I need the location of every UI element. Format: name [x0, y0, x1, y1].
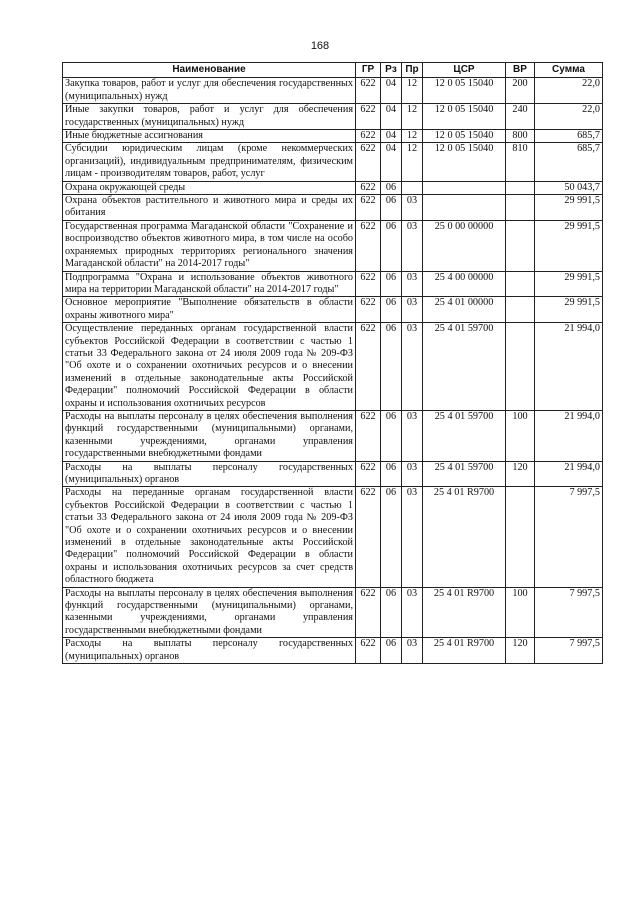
row-name: Субсидии юридическим лицам (кроме некоммерческих организаций), индивидуальным предпринимателям, физическим лицам - производителям товаров, работ, услуг	[63, 143, 356, 181]
row-sum: 29 991,5	[535, 195, 603, 221]
row-rz: 04	[381, 104, 402, 130]
row-name: Основное мероприятие "Выполнение обязательств в области охраны животного мира"	[63, 297, 356, 323]
row-rz: 04	[381, 130, 402, 143]
table-row	[63, 130, 603, 143]
table-row	[63, 297, 603, 323]
row-gr: 622	[356, 587, 381, 638]
row-csr: 12 0 05 15040	[423, 104, 506, 130]
row-vr	[506, 323, 535, 411]
row-pr: 03	[402, 410, 423, 461]
row-vr: 810	[506, 143, 535, 181]
row-rz: 04	[381, 143, 402, 181]
row-sum: 29 991,5	[535, 220, 603, 271]
header-vr: ВР	[506, 63, 535, 78]
row-csr	[423, 181, 506, 194]
row-name: Расходы на выплаты персоналу в целях обеспечения выполнения функций государственными (муниципальными) органами, казенными учреждениями, органами управления государственными внебюджетными фондами	[63, 587, 356, 638]
row-gr: 622	[356, 297, 381, 323]
row-csr: 25 4 01 R9700	[423, 638, 506, 664]
row-rz: 06	[381, 297, 402, 323]
row-gr: 622	[356, 130, 381, 143]
row-csr: 12 0 05 15040	[423, 130, 506, 143]
row-gr: 622	[356, 461, 381, 487]
row-rz: 04	[381, 78, 402, 104]
row-name: Расходы на выплаты персоналу государственных (муниципальных) органов	[63, 461, 356, 487]
row-sum: 7 997,5	[535, 487, 603, 587]
table-row	[63, 323, 603, 411]
budget-table	[62, 62, 603, 664]
header-pr: Пр	[402, 63, 423, 78]
row-vr	[506, 220, 535, 271]
row-pr: 03	[402, 587, 423, 638]
row-name: Закупка товаров, работ и услуг для обеспечения государственных (муниципальных) нужд	[63, 78, 356, 104]
row-name: Охрана объектов растительного и животного мира и среды их обитания	[63, 195, 356, 221]
row-gr: 622	[356, 638, 381, 664]
row-csr: 25 4 00 00000	[423, 271, 506, 297]
table-row	[63, 487, 603, 587]
row-vr	[506, 195, 535, 221]
row-vr	[506, 487, 535, 587]
row-sum: 7 997,5	[535, 638, 603, 664]
table-header-row	[63, 63, 603, 78]
row-sum: 22,0	[535, 78, 603, 104]
header-rz: Рз	[381, 63, 402, 78]
row-sum: 685,7	[535, 130, 603, 143]
row-name: Расходы на переданные органам государственной власти субъектов Российской Федерации в соответствии с частью 1 статьи 33 Федерального закона от 24 июля 2009 года № 209-ФЗ "Об охоте и о сохранении охотничьих ресурсов и о внесении изменений в отдельные законодательные акты Российской Федерации" полномочий Российской Федерации в области охраны и использования охотничьих ресурсов за счет средств областного бюджета	[63, 487, 356, 587]
header-name: Наименование	[63, 63, 356, 78]
row-sum: 29 991,5	[535, 297, 603, 323]
row-csr: 25 4 01 R9700	[423, 487, 506, 587]
header-sum: Сумма	[535, 63, 603, 78]
table-row	[63, 271, 603, 297]
row-sum: 21 994,0	[535, 461, 603, 487]
row-vr: 240	[506, 104, 535, 130]
row-csr: 25 4 01 59700	[423, 461, 506, 487]
table-row	[63, 638, 603, 664]
row-csr	[423, 195, 506, 221]
row-pr: 03	[402, 195, 423, 221]
row-gr: 622	[356, 271, 381, 297]
row-pr: 12	[402, 78, 423, 104]
page-number: 168	[310, 40, 330, 52]
row-pr: 03	[402, 297, 423, 323]
row-vr: 120	[506, 461, 535, 487]
row-vr	[506, 181, 535, 194]
table-row	[63, 181, 603, 194]
row-name: Расходы на выплаты персоналу государственных (муниципальных) органов	[63, 638, 356, 664]
row-pr: 12	[402, 104, 423, 130]
row-vr	[506, 297, 535, 323]
row-csr: 12 0 05 15040	[423, 78, 506, 104]
row-vr: 800	[506, 130, 535, 143]
row-pr: 12	[402, 130, 423, 143]
row-pr: 03	[402, 638, 423, 664]
header-gr: ГР	[356, 63, 381, 78]
row-pr	[402, 181, 423, 194]
row-pr: 03	[402, 487, 423, 587]
row-gr: 622	[356, 143, 381, 181]
table-row	[63, 78, 603, 104]
row-gr: 622	[356, 195, 381, 221]
row-gr: 622	[356, 104, 381, 130]
row-sum: 22,0	[535, 104, 603, 130]
row-name: Осуществление переданных органам государственной власти субъектов Российской Федерации в соответствии с частью 1 статьи 33 Федерального закона от 24 июля 2009 года № 209-ФЗ "Об охоте и о сохранении охотничьих ресурсов и о внесении изменений в отдельные законодательные акты Российской Федерации" полномочий Российской Федерации в области охраны и использования охотничьих ресурсов	[63, 323, 356, 411]
row-gr: 622	[356, 220, 381, 271]
row-csr: 25 4 01 R9700	[423, 587, 506, 638]
row-name: Охрана окружающей среды	[63, 181, 356, 194]
row-csr: 25 0 00 00000	[423, 220, 506, 271]
row-sum: 21 994,0	[535, 323, 603, 411]
row-gr: 622	[356, 487, 381, 587]
table-row	[63, 220, 603, 271]
row-gr: 622	[356, 78, 381, 104]
row-rz: 06	[381, 195, 402, 221]
row-csr: 25 4 01 00000	[423, 297, 506, 323]
row-gr: 622	[356, 181, 381, 194]
row-vr: 100	[506, 587, 535, 638]
table-row	[63, 104, 603, 130]
row-sum: 21 994,0	[535, 410, 603, 461]
row-name: Государственная программа Магаданской области "Сохранение и воспроизводство объектов животного мира, в том числе на особо охраняемых природных территориях регионального значения Магаданской области" на 2014-2017 годы"	[63, 220, 356, 271]
row-name: Подпрограмма "Охрана и использование объектов животного мира на территории Магаданской области" на 2014-2017 годы"	[63, 271, 356, 297]
row-rz: 06	[381, 181, 402, 194]
row-vr: 200	[506, 78, 535, 104]
row-pr: 03	[402, 271, 423, 297]
table-row	[63, 410, 603, 461]
row-rz: 06	[381, 487, 402, 587]
row-rz: 06	[381, 638, 402, 664]
row-pr: 12	[402, 143, 423, 181]
row-vr	[506, 271, 535, 297]
table-row	[63, 461, 603, 487]
row-sum: 29 991,5	[535, 271, 603, 297]
row-vr: 100	[506, 410, 535, 461]
row-name: Расходы на выплаты персоналу в целях обеспечения выполнения функций государственными (муниципальными) органами, казенными учреждениями, органами управления государственными внебюджетными фондами	[63, 410, 356, 461]
row-rz: 06	[381, 410, 402, 461]
row-csr: 12 0 05 15040	[423, 143, 506, 181]
row-gr: 622	[356, 323, 381, 411]
table-row	[63, 587, 603, 638]
table-row	[63, 195, 603, 221]
row-pr: 03	[402, 220, 423, 271]
row-sum: 50 043,7	[535, 181, 603, 194]
row-pr: 03	[402, 461, 423, 487]
row-sum: 7 997,5	[535, 587, 603, 638]
header-csr: ЦСР	[423, 63, 506, 78]
row-pr: 03	[402, 323, 423, 411]
row-sum: 685,7	[535, 143, 603, 181]
row-rz: 06	[381, 587, 402, 638]
row-rz: 06	[381, 271, 402, 297]
table-row	[63, 143, 603, 181]
row-name: Иные закупки товаров, работ и услуг для обеспечения государственных (муниципальных) нужд	[63, 104, 356, 130]
row-rz: 06	[381, 220, 402, 271]
row-rz: 06	[381, 323, 402, 411]
row-csr: 25 4 01 59700	[423, 410, 506, 461]
row-csr: 25 4 01 59700	[423, 323, 506, 411]
row-name: Иные бюджетные ассигнования	[63, 130, 356, 143]
row-vr: 120	[506, 638, 535, 664]
row-gr: 622	[356, 410, 381, 461]
row-rz: 06	[381, 461, 402, 487]
